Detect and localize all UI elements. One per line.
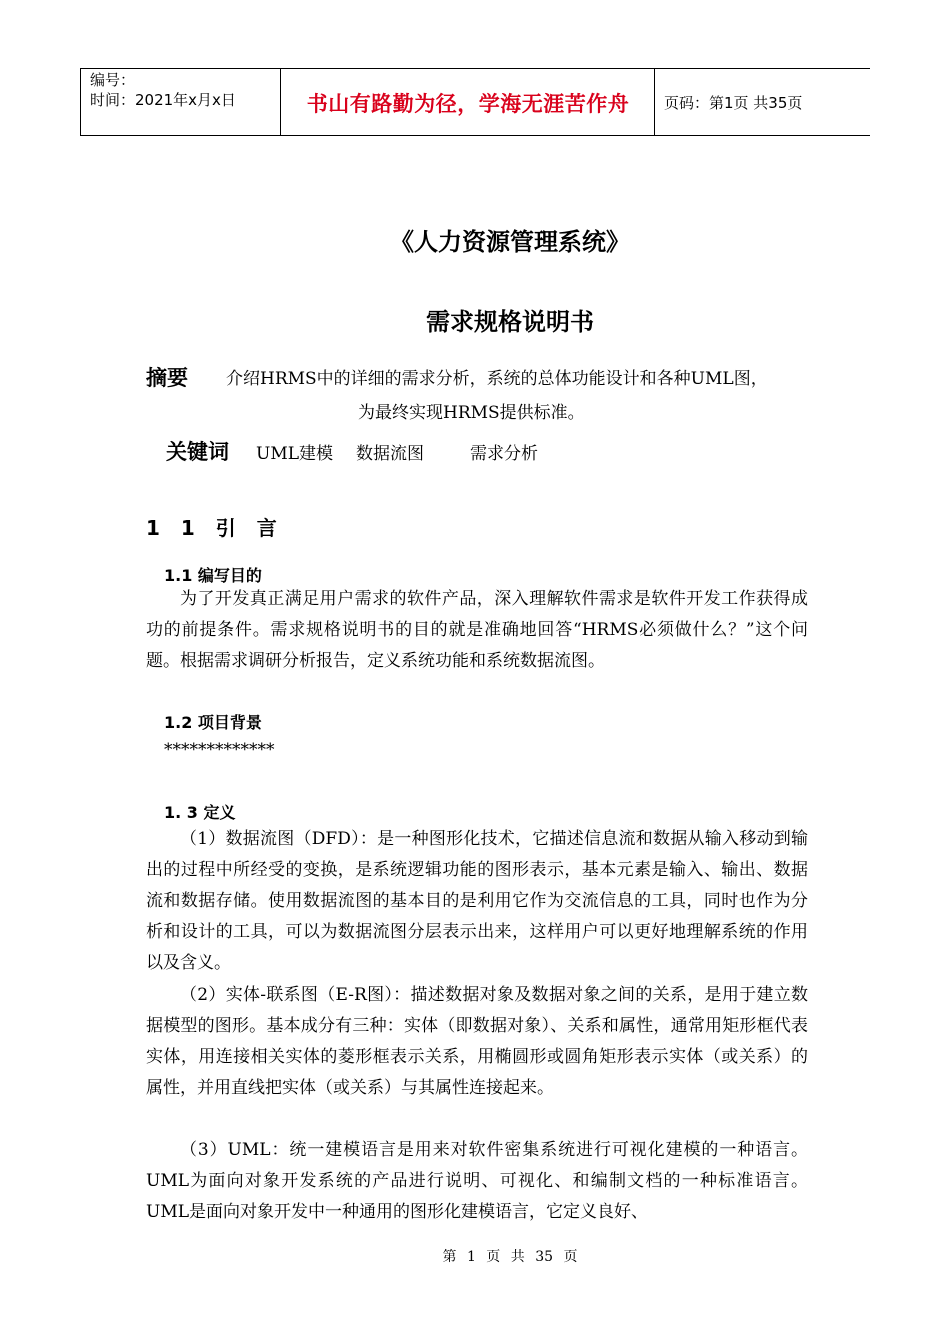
page-footer: 第 1 页 共 35 页: [442, 1249, 578, 1265]
paragraph: 为了开发真正满足用户需求的软件产品，深入理解软件需求是软件开发工作获得成功的前提条件。需求规格说明书的目的就是准确地回答“HRMS必须做什么？”这个问题。根据需求调研分析报告，定义系统功能和系统数据流图。: [146, 589, 808, 671]
keyword-item: 需求分析: [470, 444, 538, 464]
header-page-info: 页码：第1页 共35页: [664, 94, 803, 112]
paragraph: *************: [164, 740, 275, 760]
header-bottom-border: [80, 135, 870, 136]
abstract-label: 摘要: [146, 366, 188, 390]
subsection-heading: 1.1 编写目的: [164, 566, 262, 585]
subsection-heading: 1. 3 定义: [164, 803, 236, 822]
keywords-label: 关键词: [166, 440, 229, 464]
keyword-item: 数据流图: [356, 444, 424, 464]
keyword-item: UML建模: [256, 444, 334, 464]
header-divider-2: [654, 68, 655, 136]
paragraph: （3）UML：统一建模语言是用来对软件密集系统进行可视化建模的一种语言。UML为面向对象开发系统的产品进行说明、可视化、和编制文档的一种标准语言。UML是面向对象开发中一种通用的图形化建模语言，它定义良好、: [146, 1140, 808, 1222]
abstract-line-2: 为最终实现HRMS提供标准。: [358, 403, 585, 423]
paragraph: （2）实体-联系图（E-R图）：描述数据对象及数据对象之间的关系，是用于建立数据模型的图形。基本成分有三种：实体（即数据对象）、关系和属性，通常用矩形框代表实体，用连接相关实体的菱形框表示关系，用椭圆形或圆角矩形表示实体（或关系）的属性，并用直线把实体（或关系）与其属性连接起来。: [146, 985, 808, 1098]
header-motto: 书山有路勤为径，学海无涯苦作舟: [306, 92, 630, 116]
header-meta: [90, 70, 236, 110]
header-divider-1: [280, 68, 281, 136]
abstract-line-1: 介绍HRMS中的详细的需求分析，系统的总体功能设计和各种UML图，: [226, 369, 768, 389]
section-heading: 1 1 引 言: [146, 516, 277, 540]
paragraph: （1）数据流图（DFD）：是一种图形化技术，它描述信息流和数据从输入移动到输出的过程中所经受的变换，是系统逻辑功能的图形表示，基本元素是输入、输出、数据流和数据存储。使用数据流图的基本目的是利用它作为交流信息的工具，同时也作为分析和设计的工具，可以为数据流图分层表示出来，这样用户可以更好地理解系统的作用以及含义。: [146, 829, 808, 973]
subsection-heading: 1.2 项目背景: [164, 713, 262, 732]
header-top-border: [80, 68, 870, 69]
header-left-border: [80, 68, 81, 136]
header-number-label: 编号：: [90, 71, 136, 89]
document-subtitle: 需求规格说明书: [426, 308, 594, 336]
document-title: 《人力资源管理系统》: [390, 228, 630, 256]
header-time-label: 时间：2021年x月x日: [90, 91, 236, 109]
